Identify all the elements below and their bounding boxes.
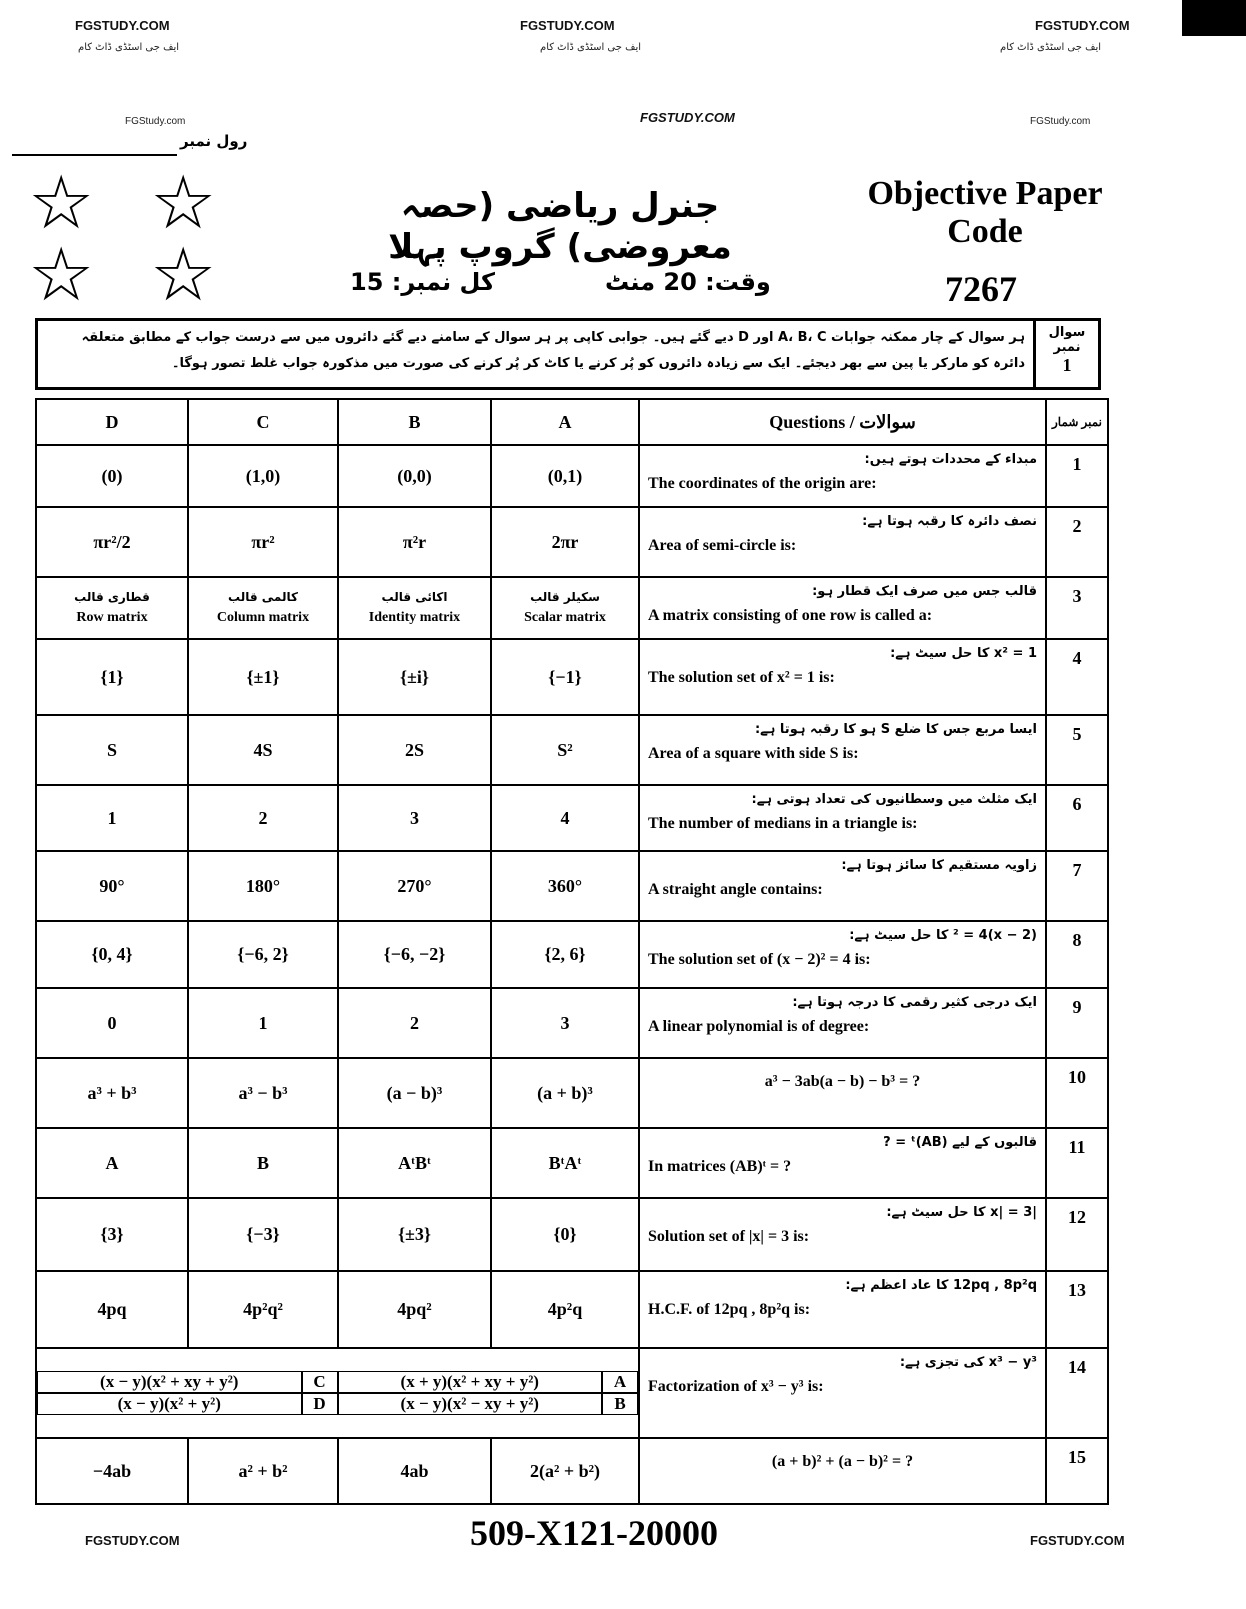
roll-number-label: رول نمبر [180, 132, 248, 150]
option-d [36, 1438, 188, 1504]
option-text: Row matrix [76, 610, 148, 625]
scan-artifact-block [1182, 0, 1246, 36]
option-a [491, 921, 639, 988]
watermark-urdu-top-right: ایف جی اسٹڈی ڈاٹ کام [1000, 42, 1102, 53]
table-row [36, 1058, 1108, 1128]
option-d [36, 577, 188, 639]
option-text: S² [557, 739, 573, 760]
option-d [36, 1271, 188, 1348]
option-text: 1 [258, 1012, 268, 1033]
objective-paper-label: Objective Paper [867, 175, 1103, 212]
question-number: 11 [1046, 1128, 1108, 1198]
option-text: π²r [402, 531, 427, 552]
option-d [36, 507, 188, 577]
option-a [491, 988, 639, 1058]
question-number: 13 [1046, 1271, 1108, 1348]
question-english: In matrices (AB)ᵗ = ? [648, 1158, 792, 1175]
question-english: The solution set of x² = 1 is: [648, 669, 835, 686]
option-text: 4S [253, 739, 273, 760]
question-cell [639, 445, 1046, 507]
option-text: 2S [404, 739, 424, 760]
option-text: {0} [553, 1224, 577, 1244]
question-urdu: x² = 1 کا حل سیٹ ہے: [890, 646, 1037, 661]
question-urdu: نصف دائرہ کا رقبہ ہوتا ہے: [862, 514, 1037, 529]
option-text: B [256, 1152, 269, 1173]
option-text: A [105, 1152, 119, 1173]
question-cell [639, 851, 1046, 921]
question-cell [639, 1348, 1046, 1438]
question-english: A straight angle contains: [648, 881, 823, 898]
question-number: 3 [1046, 577, 1108, 639]
table-row [36, 988, 1108, 1058]
question-number: 2 [1046, 507, 1108, 577]
option-d [36, 1058, 188, 1128]
question-cell [639, 639, 1046, 715]
option-text: 4 [560, 807, 570, 828]
option-d [36, 639, 188, 715]
option-a [491, 715, 639, 785]
option-text: 4p²q [547, 1299, 583, 1319]
option-d [36, 988, 188, 1058]
option-text: {3} [100, 1224, 124, 1244]
question-urdu: ایک درجی کثیر رقمی کا درجہ ہوتا ہے: [792, 995, 1037, 1010]
option-b: (x − y)(x² − xy + y²) [338, 1393, 603, 1415]
question-cell [639, 921, 1046, 988]
watermark-bottom-right: FGSTUDY.COM [1030, 1533, 1125, 1548]
option-text: Identity matrix [368, 610, 461, 625]
question-number: 12 [1046, 1198, 1108, 1271]
option-text: 90° [99, 875, 125, 896]
option-d [36, 1128, 188, 1198]
question-cell [639, 1058, 1046, 1128]
option-a [491, 785, 639, 851]
table-row [36, 1128, 1108, 1198]
option-text: {0, 4} [91, 944, 133, 964]
option-a [491, 1438, 639, 1504]
option-text: {−6, 2} [237, 944, 289, 964]
option-text: {±3} [397, 1224, 432, 1244]
question-number: 8 [1046, 921, 1108, 988]
option-c [188, 1198, 338, 1271]
option-text: 2(a² + b²) [529, 1460, 601, 1481]
option-text: AᵗBᵗ [398, 1152, 431, 1173]
option-text: (a − b)³ [386, 1082, 443, 1103]
option-text: Column matrix [216, 610, 310, 625]
watermark-bottom-left: FGSTUDY.COM [85, 1533, 180, 1548]
question-urdu: 12pq , 8p²q کا عاد اعظم ہے: [845, 1278, 1037, 1293]
option-c [188, 715, 338, 785]
question-urdu: زاویہ مستقیم کا سائز ہوتا ہے: [841, 858, 1037, 873]
question-urdu: قالبوں کے لیے (AB)ᵗ = ? [883, 1135, 1037, 1150]
option-text: 3 [560, 1012, 570, 1033]
option-text: S [106, 739, 117, 760]
question-english: A matrix consisting of one row is called a: [648, 607, 933, 624]
option-c [188, 1438, 338, 1504]
question-urdu: ایک مثلث میں وسطانیوں کی تعداد ہوتی ہے: [751, 792, 1037, 807]
question-cell [639, 577, 1046, 639]
table-row [36, 1198, 1108, 1271]
option-text: 0 [107, 1012, 117, 1033]
question-number: 14 [1046, 1348, 1108, 1438]
question-number: 15 [1046, 1438, 1108, 1504]
question-urdu: قالب جس میں صرف ایک قطار ہو: [812, 584, 1037, 599]
option-a [491, 851, 639, 921]
question-label: سوال نمبر [1048, 325, 1086, 355]
option-text: 4pq [97, 1299, 127, 1319]
question-english: A linear polynomial is of degree: [648, 1018, 870, 1035]
option-d [36, 715, 188, 785]
watermark-small-right: FGStudy.com [1030, 116, 1091, 127]
option-text: −4ab [92, 1460, 132, 1481]
option-c [188, 1271, 338, 1348]
option-d [36, 445, 188, 507]
option-text: {±1} [246, 666, 280, 687]
star-icon: ☆ [28, 233, 95, 316]
option-a [491, 1271, 639, 1348]
option-text: πr²/2 [93, 531, 131, 552]
table-row [36, 851, 1108, 921]
question-english: The number of medians in a triangle is: [648, 815, 918, 832]
option-label-a: A [602, 1371, 638, 1393]
watermark-top-left: FGSTUDY.COM [75, 18, 170, 33]
paper-title: جنرل ریاضی (حصہ معروضی) گروپ پہلا [388, 186, 732, 267]
table-row [36, 715, 1108, 785]
question-urdu: ایسا مربع جس کا ضلع S ہو کا رقبہ ہوتا ہے: [754, 722, 1037, 737]
option-label-c: C [302, 1371, 338, 1393]
option-c: (x − y)(x² + xy + y²) [37, 1371, 302, 1393]
table-row [36, 507, 1108, 577]
instructions-box [35, 318, 1101, 390]
question-english: Area of semi-circle is: [648, 537, 797, 554]
option-text: 4pq² [397, 1299, 432, 1319]
roll-number-line[interactable] [12, 154, 177, 156]
option-text: (0,1) [547, 465, 583, 486]
watermark-mid: FGSTUDY.COM [640, 110, 735, 125]
option-d [36, 1198, 188, 1271]
question-number: 1 [1062, 355, 1072, 375]
option-a [491, 1058, 639, 1128]
option-b [338, 851, 491, 921]
option-text: (0) [101, 465, 123, 486]
header-option-b: B [338, 399, 491, 445]
option-urdu: قطاری قالب [74, 590, 150, 604]
table-row [36, 1271, 1108, 1348]
option-b [338, 1271, 491, 1348]
option-c [188, 445, 338, 507]
table-row [36, 639, 1108, 715]
question-cell [639, 1128, 1046, 1198]
watermark-top-center: FGSTUDY.COM [520, 18, 615, 33]
option-c [188, 1058, 338, 1128]
option-text: {2, 6} [544, 944, 586, 964]
question-english: The coordinates of the origin are: [648, 475, 877, 492]
question-english: (a + b)² + (a − b)² = ? [771, 1453, 914, 1470]
table-row [36, 1438, 1108, 1504]
table-row [36, 1348, 1108, 1438]
paper-code: 7267 [945, 269, 1017, 309]
question-number-box [1033, 321, 1098, 387]
question-number: 4 [1046, 639, 1108, 715]
option-a [491, 639, 639, 715]
header-option-a: A [491, 399, 639, 445]
option-a [491, 1128, 639, 1198]
instructions-text: ہر سوال کے چار ممکنہ جوابات A، B، C اور D دیے گئے ہیں۔ جوابی کاپی پر ہر سوال کے سامنے دیے گئے دائروں میں سے درست جواب کے مطابق متعلقہ دائرہ کو مارکر یا پین سے بھر دیجئے۔ ایک سے زیادہ دائروں کو پُر کرنے یا کاٹ کر پُر کرنے کی صورت میں مذکورہ جواب غلط تصور ہوگا۔ [81, 330, 1025, 371]
option-text: {−1} [548, 666, 582, 687]
header-questions: Questions / سوالات [639, 399, 1046, 445]
option-b [338, 921, 491, 988]
question-number: 10 [1046, 1058, 1108, 1128]
watermark-small-left: FGStudy.com [125, 116, 186, 127]
question-cell [639, 988, 1046, 1058]
option-c [188, 639, 338, 715]
question-urdu: مبداء کے محددات ہوتے ہیں: [864, 452, 1037, 467]
question-number: 7 [1046, 851, 1108, 921]
star-icon: ☆ [28, 161, 95, 244]
option-text: Scalar matrix [524, 610, 606, 625]
option-a [491, 445, 639, 507]
question-number: 9 [1046, 988, 1108, 1058]
option-text: a³ + b³ [87, 1082, 137, 1103]
question-cell [639, 785, 1046, 851]
table-row [36, 785, 1108, 851]
option-d [36, 785, 188, 851]
option-text: 360° [547, 875, 583, 896]
code-label: Code [947, 213, 1023, 250]
option-b [338, 1438, 491, 1504]
star-icon: ☆ [150, 161, 217, 244]
option-label-d: D [302, 1393, 338, 1415]
option-text: 2πr [551, 531, 579, 552]
question-urdu: x³ − y³ کی تجزی ہے: [899, 1355, 1037, 1370]
option-text: (0,0) [397, 465, 432, 486]
option-text: {1} [100, 666, 124, 687]
question-english: The solution set of (x − 2)² = 4 is: [648, 951, 871, 968]
question-english: Solution set of |x| = 3 is: [648, 1228, 810, 1245]
option-text: 2 [258, 807, 268, 828]
option-text: 4ab [400, 1460, 429, 1481]
option-text: 3 [410, 807, 419, 828]
option-b [338, 715, 491, 785]
option-urdu: اکائی قالب [381, 590, 448, 604]
question-english: a³ − 3ab(a − b) − b³ = ? [764, 1073, 921, 1090]
question-number: 6 [1046, 785, 1108, 851]
option-text: a³ − b³ [238, 1082, 288, 1103]
question-cell [639, 1198, 1046, 1271]
option-b [338, 1058, 491, 1128]
option-a: (x + y)(x² + xy + y²) [338, 1371, 603, 1393]
option-text: {±i} [399, 666, 430, 687]
option-c [188, 851, 338, 921]
option-c [188, 507, 338, 577]
option-c [188, 785, 338, 851]
option-text: 2 [410, 1012, 419, 1033]
header-number: نمبر شمار [1046, 399, 1108, 445]
option-b [338, 988, 491, 1058]
question-urdu: (x − 2)² = 4 کا حل سیٹ ہے: [849, 928, 1037, 943]
option-urdu: کالمی قالب [228, 590, 298, 604]
option-c [188, 1128, 338, 1198]
option-text: πr² [251, 531, 275, 552]
option-text: (1,0) [245, 465, 281, 486]
option-text: a² + b² [238, 1460, 288, 1481]
questions-table [35, 398, 1109, 1505]
question-cell [639, 1438, 1046, 1504]
option-text: 270° [397, 875, 432, 896]
table-row [36, 921, 1108, 988]
objective-paper-heading [860, 175, 1110, 251]
star-icon: ☆ [150, 233, 217, 316]
option-text: {−3} [246, 1224, 280, 1244]
option-text: 180° [245, 875, 281, 896]
options-grid [36, 1348, 639, 1438]
footer-paper-code: 509-X121-20000 [470, 1513, 718, 1553]
option-c [188, 988, 338, 1058]
question-english: H.C.F. of 12pq , 8p²q is: [648, 1301, 811, 1318]
option-text: 1 [107, 807, 117, 828]
header-option-c: C [188, 399, 338, 445]
option-b [338, 577, 491, 639]
option-d [36, 921, 188, 988]
option-b [338, 639, 491, 715]
watermark-urdu-top-left: ایف جی اسٹڈی ڈاٹ کام [78, 42, 180, 53]
option-text: (a + b)³ [537, 1082, 593, 1103]
option-c [188, 577, 338, 639]
question-number: 5 [1046, 715, 1108, 785]
option-b [338, 507, 491, 577]
option-d [36, 851, 188, 921]
question-cell [639, 715, 1046, 785]
table-row [36, 577, 1108, 639]
option-c [188, 921, 338, 988]
table-header-row [36, 399, 1108, 445]
question-english: Area of a square with side S is: [648, 745, 859, 762]
option-b [338, 1198, 491, 1271]
watermark-urdu-top-center: ایف جی اسٹڈی ڈاٹ کام [540, 42, 642, 53]
question-urdu: |x| = 3 کا حل سیٹ ہے: [886, 1205, 1037, 1220]
question-english: Factorization of x³ − y³ is: [648, 1378, 824, 1395]
option-label-b: B [602, 1393, 638, 1415]
option-text: 4p²q² [243, 1299, 283, 1319]
watermark-top-right: FGSTUDY.COM [1035, 18, 1130, 33]
option-text: {−6, −2} [383, 944, 446, 964]
option-b [338, 1128, 491, 1198]
option-a [491, 577, 639, 639]
option-urdu: سکیلر قالب [530, 590, 600, 604]
option-text: BᵗAᵗ [548, 1152, 582, 1173]
header-option-d: D [36, 399, 188, 445]
total-marks: کل نمبر: 15 [350, 268, 495, 296]
time-allowed: وقت: 20 منٹ [605, 268, 771, 296]
option-b [338, 785, 491, 851]
question-cell [639, 1271, 1046, 1348]
option-a [491, 507, 639, 577]
option-a [491, 1198, 639, 1271]
option-b [338, 445, 491, 507]
question-cell [639, 507, 1046, 577]
question-number: 1 [1046, 445, 1108, 507]
table-row [36, 445, 1108, 507]
option-d: (x − y)(x² + y²) [37, 1393, 302, 1415]
